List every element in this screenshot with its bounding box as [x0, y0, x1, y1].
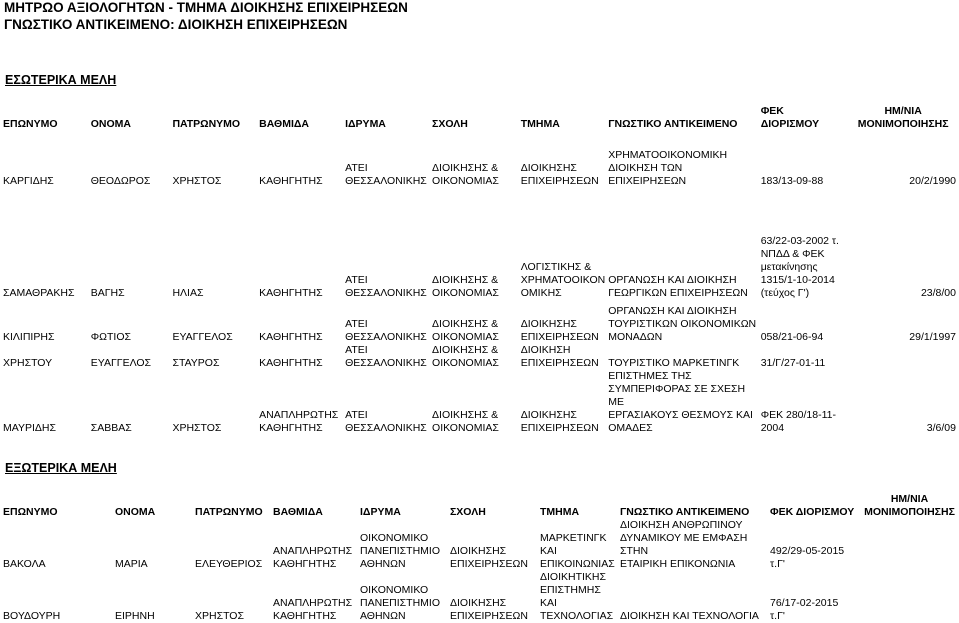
cell-rank: ΚΑΘΗΓΗΤΗΣ [259, 331, 323, 343]
internal-members-heading: ΕΣΩΤΕΡΙΚΑ ΜΕΛΗ [5, 73, 117, 87]
cell-school: ΔΙΟΙΚΗΣΗΣ & ΟΙΚΟΝΟΜΙΑΣ [432, 318, 499, 343]
cell-department: ΛΟΓΙΣΤΙΚΗΣ & ΧΡΗΜΑΤΟΟΙΚΟΝ ΟΜΙΚΗΣ [520, 261, 606, 299]
external-header-row [0, 491, 959, 519]
col-rank: ΒΑΘΜΙΔΑ [273, 506, 323, 518]
cell-name: ΕΥΑΓΓΕΛΟΣ [90, 357, 152, 369]
cell-institution: ΑΤΕΙ ΘΕΣΣΑΛΟΝΙΚΗΣ [345, 409, 427, 434]
col-institution: ΙΔΡΥΜΑ [345, 118, 386, 130]
external-members-table [0, 491, 959, 623]
table-row [0, 519, 959, 571]
col-rank: ΒΑΘΜΙΔΑ [259, 118, 310, 130]
cell-institution: ΟΙΚΟΝΟΜΙΚΟ ΠΑΝΕΠΙΣΤΗΜΙΟ ΑΘΗΝΩΝ [360, 532, 440, 570]
cell-surname: ΣΑΜΑΘΡΑΚΗΣ [3, 287, 75, 299]
col-school: ΣΧΟΛΗ [450, 506, 486, 518]
table-row [0, 571, 959, 623]
cell-rank: ΚΑΘΗΓΗΤΗΣ [259, 175, 323, 187]
cell-department: ΔΙΟΙΚΗΣΗΣ ΕΠΙΧΕΙΡΗΣΕΩΝ [520, 162, 599, 187]
cell-surname: ΜΑΥΡΙΔΗΣ [3, 422, 56, 434]
cell-rank: ΚΑΘΗΓΗΤΗΣ [259, 357, 323, 369]
table-row [0, 370, 959, 435]
col-father: ΠΑΤΡΩΝΥΜΟ [195, 506, 263, 518]
external-members-heading: ΕΞΩΤΕΡΙΚΑ ΜΕΛΗ [5, 461, 117, 475]
cell-school: ΔΙΟΙΚΗΣΗΣ & ΟΙΚΟΝΟΜΙΑΣ [432, 274, 499, 299]
table-row [0, 344, 959, 370]
cell-father: ΗΛΙΑΣ [172, 287, 204, 299]
cell-subject: ΔΙΟΙΚΗΣΗ ΑΝΘΡΩΠΙΝΟΥ ΔΥΝΑΜΙΚΟΥ ΜΕ ΕΜΦΑΣΗ ΣΤΗΝ ΕΤΑΙΡΙΚΗ ΕΠΙΚΟΝΩΝΙΑ [620, 519, 748, 570]
cell-surname: ΧΡΗΣΤΟΥ [3, 357, 53, 369]
cell-school: ΔΙΟΙΚΗΣΗΣ ΕΠΙΧΕΙΡΗΣΕΩΝ [450, 597, 528, 622]
col-fek: ΦΕΚ ΔΙΟΡΙΣΜΟΥ [770, 506, 855, 518]
cell-fek: ΦΕΚ 280/18-11- 2004 [760, 409, 836, 434]
cell-name: ΦΩΤΙΟΣ [90, 331, 131, 343]
table-row [0, 188, 959, 300]
cell-date: 20/2/1990 [909, 175, 956, 187]
cell-name: ΕΙΡΗΝΗ [115, 610, 155, 622]
cell-fek: 63/22-03-2002 τ. ΝΠΔΔ & ΦΕΚ μετακίνησης 1315/1-10-2014 (τεύχος Γ') [760, 235, 839, 299]
cell-subject: ΤΟΥΡΙΣΤΙΚΟ ΜΑΡΚΕΤΙΝΓΚ [608, 357, 740, 369]
cell-date: 23/8/00 [920, 287, 956, 299]
cell-father: ΧΡΗΣΤΟΣ [195, 610, 244, 622]
cell-subject: ΔΙΟΙΚΗΣΗ ΚΑΙ ΤΕΧΝΟΛΟΓΙΑ [620, 610, 759, 622]
cell-department: ΔΙΟΙΚΗΤΙΚΗΣ ΕΠΙΣΤΗΜΗΣ ΚΑΙ ΤΕΧΝΟΛΟΓΙΑΣ [540, 571, 614, 622]
table-row [0, 300, 959, 344]
cell-surname: ΒΑΚΟΛΑ [3, 558, 46, 570]
cell-institution: ΑΤΕΙ ΘΕΣΣΑΛΟΝΙΚΗΣ [345, 274, 427, 299]
col-subject: ΓΝΩΣΤΙΚΟ ΑΝΤΙΚΕΙΜΕΝΟ [608, 118, 738, 130]
internal-rows [0, 131, 959, 435]
external-rows [0, 519, 959, 623]
cell-department: ΜΑΡΚΕΤΙΝΓΚ ΚΑΙ ΕΠΙΚΟΙΝΩΝΙΑΣ [540, 532, 615, 570]
cell-fek: 76/17-02-2015 τ.Γ' [770, 597, 839, 622]
col-fek: ΦΕΚ ΔΙΟΡΙΣΜΟΥ [760, 105, 820, 130]
cell-department: ΔΙΟΙΚΗΣΗ ΕΠΙΧΕΙΡΗΣΕΩΝ [520, 344, 599, 369]
cell-institution: ΑΤΕΙ ΘΕΣΣΑΛΟΝΙΚΗΣ [345, 318, 427, 343]
cell-department: ΔΙΟΙΚΗΣΗΣ ΕΠΙΧΕΙΡΗΣΕΩΝ [520, 318, 599, 343]
cell-father: ΧΡΗΣΤΟΣ [172, 422, 222, 434]
internal-members-table [0, 103, 959, 435]
cell-father: ΣΤΑΥΡΟΣ [172, 357, 220, 369]
table-row [0, 131, 959, 188]
col-institution: ΙΔΡΥΜΑ [360, 506, 401, 518]
col-father: ΠΑΤΡΩΝΥΜΟ [172, 118, 241, 130]
col-subject: ΓΝΩΣΤΙΚΟ ΑΝΤΙΚΕΙΜΕΝΟ [620, 506, 750, 518]
col-department: ΤΜΗΜΑ [540, 506, 580, 518]
cell-date [844, 344, 959, 370]
cell-fek: 31/Γ/27-01-11 [760, 357, 826, 369]
cell-surname: ΒΟΥΔΟΥΡΗ [3, 610, 61, 622]
cell-school: ΔΙΟΙΚΗΣΗΣ ΕΠΙΧΕΙΡΗΣΕΩΝ [450, 545, 528, 570]
col-department: ΤΜΗΜΑ [520, 118, 560, 130]
cell-name: ΜΑΡΙΑ [115, 558, 148, 570]
cell-school: ΔΙΟΙΚΗΣΗΣ & ΟΙΚΟΝΟΜΙΑΣ [432, 344, 499, 369]
cell-school: ΔΙΟΙΚΗΣΗΣ & ΟΙΚΟΝΟΜΙΑΣ [432, 409, 499, 434]
cell-rank: ΑΝΑΠΛΗΡΩΤΗΣ ΚΑΘΗΓΗΤΗΣ [273, 545, 353, 570]
cell-father: ΕΛΕΥΘΕΡΙΟΣ [195, 558, 263, 570]
cell-institution: ΟΙΚΟΝΟΜΙΚΟ ΠΑΝΕΠΙΣΤΗΜΙΟ ΑΘΗΝΩΝ [360, 584, 440, 622]
cell-subject: ΟΡΓΑΝΩΣΗ ΚΑΙ ΔΙΟΙΚΗΣΗ ΓΕΩΡΓΙΚΩΝ ΕΠΙΧΕΙΡΗΣΕΩΝ [608, 274, 748, 299]
cell-subject: ΕΠΙΣΤΗΜΕΣ ΤΗΣ ΣΥΜΠΕΡΙΦΟΡΑΣ ΣΕ ΣΧΕΣΗ ΜΕ ΕΡΓΑΣΙΑΚΟΥΣ ΘΕΣΜΟΥΣ ΚΑΙ ΟΜΑΔΕΣ [608, 370, 753, 434]
cell-date: 29/1/1997 [909, 331, 956, 343]
cell-rank: ΚΑΘΗΓΗΤΗΣ [259, 287, 323, 299]
col-name: ΟΝΟΜΑ [115, 506, 156, 518]
cell-subject: ΟΡΓΑΝΩΣΗ ΚΑΙ ΔΙΟΙΚΗΣΗ ΤΟΥΡΙΣΤΙΚΩΝ ΟΙΚΟΝΟΜΙΚΩΝ ΜΟΝΑΔΩΝ [608, 305, 757, 343]
col-surname: ΕΠΩΝΥΜΟ [3, 118, 58, 130]
cell-surname: ΚΑΡΓΙΔΗΣ [3, 175, 54, 187]
col-date: ΗΜ/ΝΙΑ ΜΟΝΙΜΟΠΟΙΗΣΗΣ [864, 493, 955, 518]
col-surname: ΕΠΩΝΥΜΟ [3, 506, 58, 518]
cell-father: ΧΡΗΣΤΟΣ [172, 175, 222, 187]
col-name: ΟΝΟΜΑ [90, 118, 132, 130]
col-school: ΣΧΟΛΗ [432, 118, 468, 130]
cell-institution: ΑΤΕΙ ΘΕΣΣΑΛΟΝΙΚΗΣ [345, 162, 427, 187]
cell-rank: ΑΝΑΠΛΗΡΩΤΗΣ ΚΑΘΗΓΗΤΗΣ [273, 597, 353, 622]
cell-date: 3/6/09 [926, 422, 956, 434]
cell-fek: 492/29-05-2015 τ.Γ' [770, 545, 845, 570]
cell-name: ΘΕΟΔΩΡΟΣ [90, 175, 151, 187]
page-subtitle: ΓΝΩΣΤΙΚΟ ΑΝΤΙΚΕΙΜΕΝΟ: ΔΙΟΙΚΗΣΗ ΕΠΙΧΕΙΡΗΣΕΩΝ [4, 17, 348, 32]
internal-header-row [0, 103, 959, 131]
cell-rank: ΑΝΑΠΛΗΡΩΤΗΣ ΚΑΘΗΓΗΤΗΣ [259, 409, 339, 434]
cell-name: ΒΑΓΗΣ [90, 287, 125, 299]
cell-name: ΣΑΒΒΑΣ [90, 422, 132, 434]
cell-school: ΔΙΟΙΚΗΣΗΣ & ΟΙΚΟΝΟΜΙΑΣ [432, 162, 499, 187]
cell-father: ΕΥΑΓΓΕΛΟΣ [172, 331, 233, 343]
cell-fek: 183/13-09-88 [760, 175, 824, 187]
cell-institution: ΑΤΕΙ ΘΕΣΣΑΛΟΝΙΚΗΣ [345, 344, 427, 369]
col-date: ΗΜ/ΝΙΑ ΜΟΝΙΜΟΠΟΙΗΣΗΣ [857, 105, 949, 130]
cell-date [857, 519, 959, 571]
page-title: ΜΗΤΡΩΟ ΑΞΙΟΛΟΓΗΤΩΝ - ΤΜΗΜΑ ΔΙΟΙΚΗΣΗΣ ΕΠΙΧΕΙΡΗΣΕΩΝ [4, 0, 408, 15]
cell-department: ΔΙΟΙΚΗΣΗΣ ΕΠΙΧΕΙΡΗΣΕΩΝ [520, 409, 599, 434]
cell-surname: ΚΙΛΙΠΙΡΗΣ [3, 331, 55, 343]
cell-subject: ΧΡΗΜΑΤΟΟΙΚΟΝΟΜΙΚΗ ΔΙΟΙΚΗΣΗ ΤΩΝ ΕΠΙΧΕΙΡΗΣΕΩΝ [608, 149, 728, 187]
cell-fek: 058/21-06-94 [760, 331, 824, 343]
cell-date [857, 571, 959, 623]
